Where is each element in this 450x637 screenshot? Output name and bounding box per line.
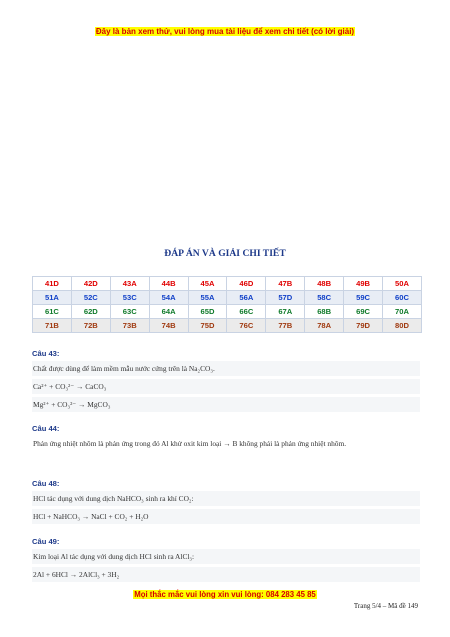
question-text: Kim loại Al tác dụng với dung dịch HCl sinh ra AlCl₃: [32,549,420,564]
preview-notice: Đây là bản xem thử, vui lòng mua tài liệu để xem chi tiết (có lời giải) [95,27,355,36]
question-title: Câu 43: [32,349,60,358]
answer-cell: 41D [33,277,72,291]
answer-cell: 67A [266,305,305,319]
answer-cell: 73B [110,319,149,333]
answer-cell: 48B [305,277,344,291]
answer-cell: 55A [188,291,227,305]
answer-cell: 45A [188,277,227,291]
question-title: Câu 44: [32,424,60,433]
answer-row [33,291,422,305]
answer-cell: 63C [110,305,149,319]
answer-cell: 56A [227,291,266,305]
answer-cell: 50A [383,277,422,291]
question-text: Chất được dùng để làm mềm mẫu nước cứng trên là Na₂CO₃. [32,361,420,376]
answer-cell: 64A [149,305,188,319]
answer-cell: 70A [383,305,422,319]
answer-cell: 46D [227,277,266,291]
question-title: Câu 49: [32,537,60,546]
answer-table [32,276,422,333]
answer-cell: 80D [383,319,422,333]
answer-cell: 61C [33,305,72,319]
answer-cell: 71B [33,319,72,333]
question-48 [32,479,420,524]
answer-cell: 79D [344,319,383,333]
answer-cell: 54A [149,291,188,305]
answer-cell: 47B [266,277,305,291]
question-text: HCl tác dụng với dung dịch NaHCO₃ sinh ra khí CO₂: [32,491,420,506]
answer-cell: 58C [305,291,344,305]
answer-cell: 69C [344,305,383,319]
answer-cell: 74B [149,319,188,333]
answer-cell: 68B [305,305,344,319]
question-44 [32,424,420,451]
equation: Ca²⁺ + CO₃²⁻ → CaCO₃ [32,379,420,394]
answer-cell: 75D [188,319,227,333]
answer-cell: 51A [33,291,72,305]
answer-cell: 72B [71,319,110,333]
answer-cell: 77B [266,319,305,333]
question-43 [32,349,420,412]
answer-cell: 59C [344,291,383,305]
answer-cell: 76C [227,319,266,333]
answer-row [33,277,422,291]
answer-row [33,305,422,319]
question-title: Câu 48: [32,479,60,488]
question-text: Phản ứng nhiệt nhôm là phản ứng trong đó Al khử oxit kim loại → B không phải là phản ứng nhiệt nhôm. [33,439,347,448]
answer-cell: 62D [71,305,110,319]
answer-cell: 49B [344,277,383,291]
answer-cell: 65D [188,305,227,319]
answer-cell: 44B [149,277,188,291]
equation: Mg²⁺ + CO₃²⁻ → MgCO₃ [32,397,420,412]
answer-row [33,319,422,333]
question-49 [32,537,420,582]
answer-cell: 78A [305,319,344,333]
answer-cell: 66C [227,305,266,319]
answer-cell: 43A [110,277,149,291]
contact-note: Mọi thắc mắc vui lòng xin vui lòng: 084 283 45 85 [134,590,316,599]
answer-cell: 57D [266,291,305,305]
answer-cell: 52C [71,291,110,305]
answer-cell: 42D [71,277,110,291]
equation: HCl + NaHCO₃ → NaCl + CO₂ + H₂O [32,509,420,524]
page-title: ĐÁP ÁN VÀ GIẢI CHI TIẾT [164,248,286,259]
answer-cell: 60C [383,291,422,305]
equation: 2Al + 6HCl → 2AlCl₃ + 3H₂ [32,567,420,582]
page-footer: Trang 5/4 – Mã đề 149 [353,602,418,610]
answer-cell: 53C [110,291,149,305]
